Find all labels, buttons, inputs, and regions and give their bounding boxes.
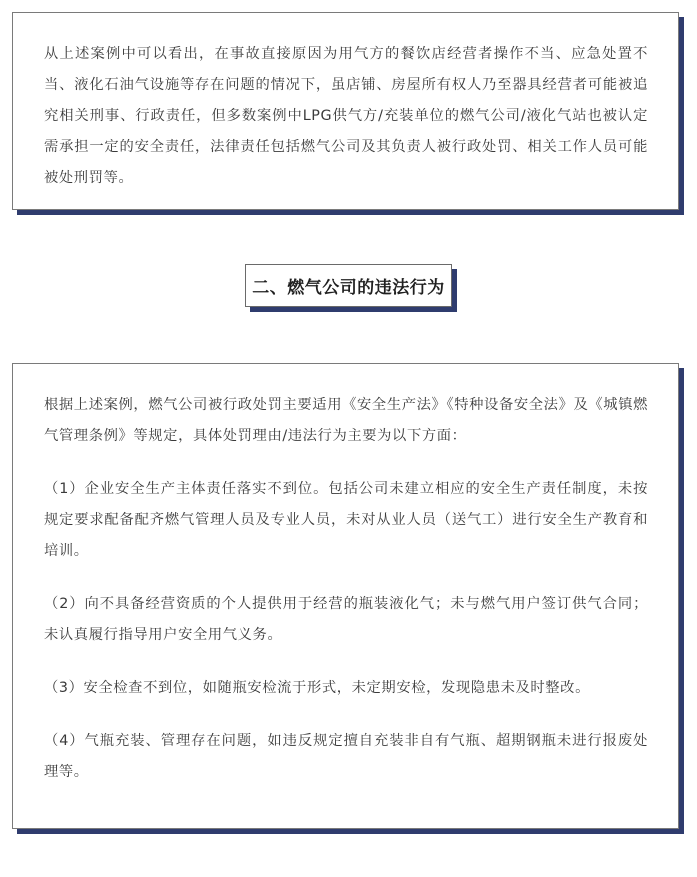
section-heading: 二、燃气公司的违法行为 — [252, 278, 445, 298]
list-item: （4）气瓶充装、管理存在问题，如违反规定擅自充装非自有气瓶、超期钢瓶未进行报废处理等。 — [44, 733, 648, 780]
details-card — [12, 363, 679, 829]
list-item: （1）企业安全生产主体责任落实不到位。包括公司未建立相应的安全生产责任制度，未按规定要求配备配齐燃气管理人员及专业人员，未对从业人员（送气工）进行安全生产教育和培训。 — [44, 481, 648, 559]
intro-card — [12, 12, 679, 210]
details-lead-paragraph: 根据上述案例，燃气公司被行政处罚主要适用《安全生产法》《特种设备安全法》及《城镇燃气管理条例》等规定，具体处罚理由/违法行为主要为以下方面： — [44, 397, 648, 444]
list-item: （3）安全检查不到位，如随瓶安检流于形式，未定期安检，发现隐患未及时整改。 — [44, 680, 590, 696]
list-item: （2）向不具备经营资质的个人提供用于经营的瓶装液化气；未与燃气用户签订供气合同；未认真履行指导用户安全用气义务。 — [44, 596, 648, 643]
section-heading-box — [245, 264, 452, 307]
intro-paragraph: 从上述案例中可以看出，在事故直接原因为用气方的餐饮店经营者操作不当、应急处置不当、液化石油气设施等存在问题的情况下，虽店铺、房屋所有权人乃至器具经营者可能被追究相关刑事、行政责任，但多数案例中LPG供气方/充装单位的燃气公司/液化气站也被认定需承担一定的安全责任，法律责任包括燃气公司及其负责人被行政处罚、相关工作人员可能被处刑罚等。 — [44, 46, 648, 186]
